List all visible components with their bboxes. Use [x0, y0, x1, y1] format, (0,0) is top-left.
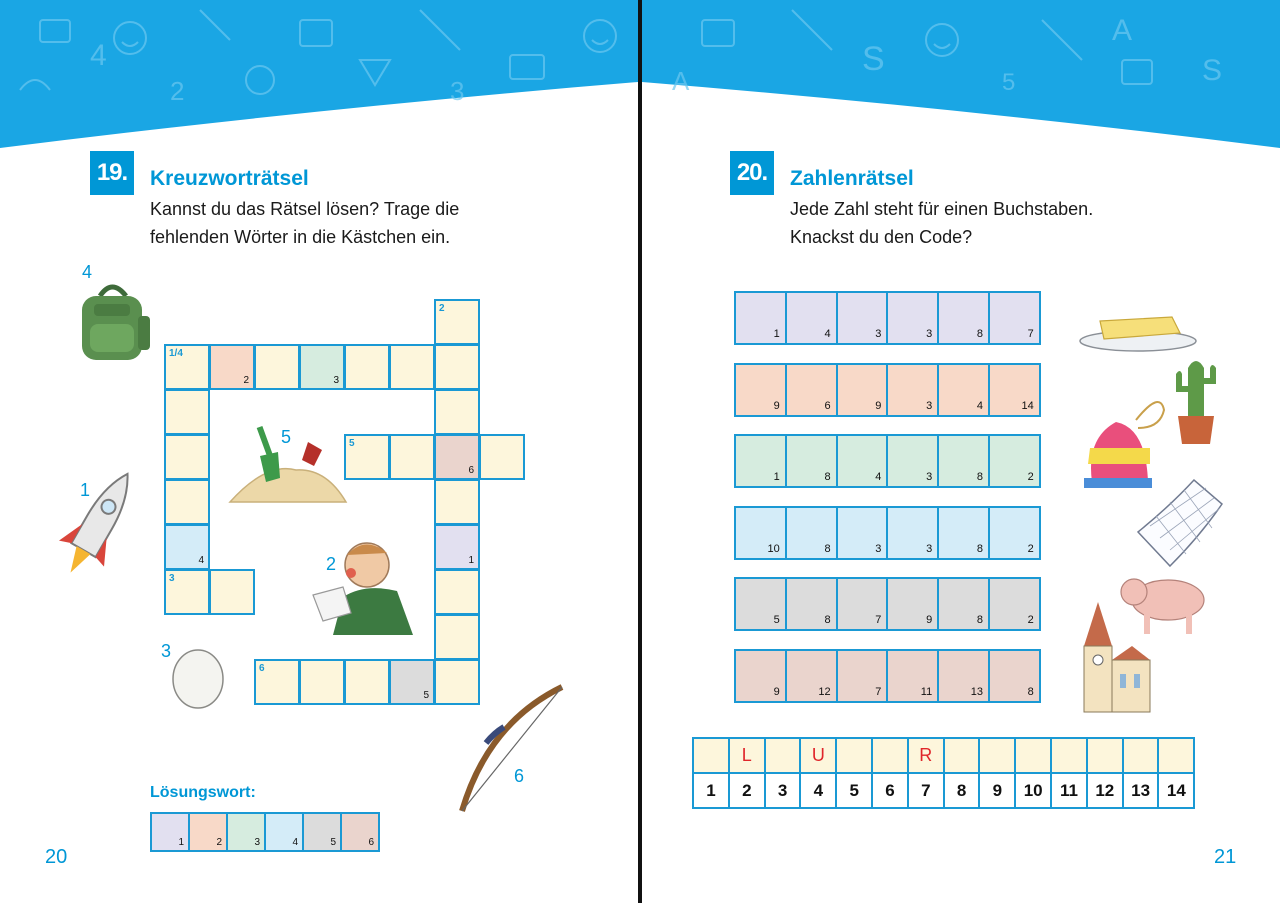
- code-letter-cell[interactable]: [836, 363, 889, 417]
- crossword-cell[interactable]: [164, 479, 210, 525]
- key-letter: U: [811, 745, 825, 765]
- code-letter-cell[interactable]: [988, 363, 1041, 417]
- code-letter-cell[interactable]: [836, 434, 889, 488]
- crossword-cell[interactable]: [254, 344, 300, 390]
- code-number: 12: [818, 686, 831, 698]
- key-number-cell: [692, 772, 730, 809]
- code-letter-cell[interactable]: [785, 577, 838, 631]
- svg-text:5: 5: [1002, 69, 1016, 96]
- code-letter-cell[interactable]: [937, 291, 990, 345]
- solution-cell-number: 3: [254, 837, 260, 848]
- key-number: 3: [777, 780, 788, 800]
- key-letter-cell[interactable]: [692, 737, 730, 774]
- key-number: 8: [956, 780, 967, 800]
- crossword-cell[interactable]: [209, 569, 255, 615]
- solution-cell[interactable]: [226, 812, 266, 852]
- code-number: 14: [1021, 400, 1034, 412]
- code-number: 3: [926, 471, 933, 483]
- key-number-cell: [764, 772, 802, 809]
- code-number: 3: [926, 328, 933, 340]
- code-letter-cell[interactable]: [937, 363, 990, 417]
- code-number: 7: [875, 614, 882, 626]
- key-number: 1: [706, 780, 716, 800]
- key-letter-cell[interactable]: [1122, 737, 1160, 774]
- code-letter-cell[interactable]: [836, 506, 889, 560]
- key-letter-cell[interactable]: [728, 737, 766, 774]
- key-letter-cell[interactable]: [1050, 737, 1088, 774]
- crossword-start-number: 1/4: [169, 348, 183, 359]
- key-letter: R: [919, 745, 933, 765]
- code-number: 5: [773, 614, 780, 626]
- solution-letter-marker: 5: [423, 690, 429, 701]
- key-number: 6: [885, 780, 895, 800]
- header-decoration: [642, 0, 1280, 160]
- key-number-cell: [835, 772, 873, 809]
- key-number-cell: [1122, 772, 1160, 809]
- key-number-cell: [1050, 772, 1088, 809]
- page-number-left: 20: [45, 846, 68, 868]
- crossword-cell[interactable]: [209, 344, 255, 390]
- puzzle-number-badge: 19.: [90, 151, 134, 195]
- code-number: 9: [926, 614, 933, 626]
- key-number-cell: [1086, 772, 1124, 809]
- code-letter-cell[interactable]: [734, 291, 787, 345]
- instruction-line-1: Kannst du das Rätsel lösen? Trage die: [150, 199, 460, 219]
- crossword-cell[interactable]: [389, 659, 435, 705]
- code-letter-cell[interactable]: [785, 291, 838, 345]
- solution-cell-number: 5: [330, 837, 336, 848]
- code-letter-cell[interactable]: [734, 649, 787, 703]
- crossword-cell[interactable]: [434, 299, 480, 345]
- key-number: 4: [813, 780, 824, 800]
- svg-text:2: 2: [170, 76, 185, 106]
- code-number: 3: [926, 543, 933, 555]
- code-number: 3: [926, 400, 933, 412]
- code-letter-cell[interactable]: [988, 506, 1041, 560]
- code-letter-cell[interactable]: [988, 577, 1041, 631]
- code-letter-cell[interactable]: [886, 649, 939, 703]
- svg-text:A: A: [672, 66, 690, 96]
- clue-number-3: 3: [161, 641, 172, 661]
- crossword-cell[interactable]: [299, 344, 345, 390]
- crossword-cell[interactable]: [389, 344, 435, 390]
- code-number: 8: [976, 543, 983, 555]
- key-letter-cell[interactable]: [1014, 737, 1052, 774]
- puzzle-title: Zahlenrätsel: [790, 167, 914, 190]
- code-number: 3: [875, 328, 882, 340]
- code-letter-cell[interactable]: [734, 434, 787, 488]
- key-number-cell: [871, 772, 909, 809]
- crossword-cell[interactable]: [434, 344, 480, 390]
- crossword-cell[interactable]: [164, 569, 210, 615]
- code-number: 9: [875, 400, 882, 412]
- code-number: 9: [773, 400, 780, 412]
- crossword-start-number: 5: [349, 438, 355, 449]
- solution-cell[interactable]: [150, 812, 190, 852]
- code-number: 7: [1027, 328, 1034, 340]
- code-number: 4: [976, 400, 983, 412]
- clue-number-4: 4: [82, 262, 93, 282]
- key-letter-cell[interactable]: [978, 737, 1016, 774]
- key-number-cell: [1014, 772, 1052, 809]
- code-number: 8: [824, 614, 831, 626]
- key-number-cell: [799, 772, 837, 809]
- backpack-icon: [70, 276, 154, 366]
- code-number: 4: [824, 328, 831, 340]
- crossword-cell[interactable]: [164, 434, 210, 480]
- crossword-start-number: 6: [259, 663, 265, 674]
- key-number: 5: [849, 780, 859, 800]
- crossword-cell[interactable]: [344, 434, 390, 480]
- key-number: 7: [921, 780, 931, 800]
- grid-paper-icon: [1130, 476, 1226, 570]
- church-icon: [1076, 600, 1152, 714]
- key-number-cell: [943, 772, 981, 809]
- code-number: 2: [1027, 614, 1034, 626]
- crossword-cell[interactable]: [434, 614, 480, 660]
- code-letter-cell[interactable]: [886, 434, 939, 488]
- code-letter-cell[interactable]: [734, 506, 787, 560]
- code-letter-cell[interactable]: [836, 649, 889, 703]
- key-number: 9: [992, 780, 1003, 800]
- crossword-cell[interactable]: [344, 344, 390, 390]
- puzzle-number-badge: 20.: [730, 151, 774, 195]
- code-number: 1: [773, 328, 780, 340]
- code-letter-cell[interactable]: [988, 291, 1041, 345]
- key-letter-cell[interactable]: [799, 737, 837, 774]
- code-letter-cell[interactable]: [785, 434, 838, 488]
- code-number: 8: [824, 471, 831, 483]
- puzzle-title: Kreuzworträtsel: [150, 167, 309, 190]
- solution-word-label: Lösungswort:: [150, 784, 256, 801]
- code-number: 13: [970, 686, 983, 698]
- key-number: 13: [1131, 780, 1151, 800]
- code-word-row: [734, 363, 1041, 417]
- code-number: 3: [875, 543, 882, 555]
- code-number: 8: [976, 471, 983, 483]
- code-letter-cell[interactable]: [988, 434, 1041, 488]
- crossword-cell[interactable]: [299, 659, 345, 705]
- key-letter-cell[interactable]: [907, 737, 945, 774]
- rocket-icon: [58, 462, 138, 588]
- key-letter-cell[interactable]: [1086, 737, 1124, 774]
- crossword-cell[interactable]: [254, 659, 300, 705]
- code-letter-cell[interactable]: [886, 506, 939, 560]
- key-letter-cell[interactable]: [764, 737, 802, 774]
- code-word-row: [734, 434, 1041, 488]
- code-number: 7: [875, 686, 882, 698]
- code-word-row: [734, 577, 1041, 631]
- solution-letter-marker: 1: [468, 555, 474, 566]
- solution-cell-number: 1: [178, 837, 184, 848]
- header-decoration: [0, 0, 638, 160]
- sneezing-man-icon: [305, 537, 420, 637]
- svg-text:A: A: [1112, 14, 1133, 47]
- clue-number-5: 5: [281, 427, 292, 447]
- code-letter-cell[interactable]: [785, 649, 838, 703]
- page-number-right: 21: [1214, 846, 1237, 868]
- crossword-cell[interactable]: [479, 434, 525, 480]
- code-number: 8: [824, 543, 831, 555]
- code-letter-cell[interactable]: [886, 577, 939, 631]
- instruction-line-2: fehlenden Wörter in die Kästchen ein.: [150, 227, 451, 247]
- code-number: 2: [1027, 543, 1034, 555]
- cactus-icon: [1166, 348, 1226, 446]
- crossword-cell[interactable]: [164, 344, 210, 390]
- code-number: 2: [1027, 471, 1034, 483]
- solution-cell-number: 6: [368, 837, 374, 848]
- solution-letter-marker: 2: [243, 375, 249, 386]
- clue-number-1: 1: [80, 480, 91, 500]
- code-number: 9: [773, 686, 780, 698]
- code-letter-cell[interactable]: [734, 577, 787, 631]
- key-number: 10: [1023, 780, 1043, 800]
- code-letter-cell[interactable]: [937, 577, 990, 631]
- key-letter-cell[interactable]: [1157, 737, 1195, 774]
- svg-text:S: S: [862, 40, 885, 78]
- key-number: 2: [742, 780, 752, 800]
- solution-cell[interactable]: [264, 812, 304, 852]
- egg-icon: [170, 644, 226, 710]
- clue-number-2: 2: [326, 554, 337, 574]
- key-number-cell: [907, 772, 945, 809]
- code-letter-cell[interactable]: [937, 434, 990, 488]
- solution-cell[interactable]: [302, 812, 342, 852]
- code-word-row: [734, 649, 1041, 703]
- instruction-line-2: Knackst du den Code?: [790, 227, 973, 247]
- code-letter-cell[interactable]: [836, 577, 889, 631]
- crossword-start-number: 3: [169, 573, 175, 584]
- solution-letter-marker: 3: [333, 375, 339, 386]
- code-letter-cell[interactable]: [988, 649, 1041, 703]
- code-word-row: [734, 291, 1041, 345]
- svg-text:3: 3: [450, 76, 465, 106]
- crossword-start-number: 2: [439, 303, 445, 314]
- crossword-cell[interactable]: [344, 659, 390, 705]
- code-number: 10: [767, 543, 780, 555]
- code-number: 8: [1027, 686, 1034, 698]
- key-number-cell: [978, 772, 1016, 809]
- key-number-cell: [1157, 772, 1195, 809]
- solution-cell-number: 2: [216, 837, 222, 848]
- code-number: 8: [976, 328, 983, 340]
- crossword-cell[interactable]: [434, 434, 480, 480]
- solution-cell-number: 4: [292, 837, 298, 848]
- crossword-cell[interactable]: [164, 389, 210, 435]
- key-letter-cell[interactable]: [871, 737, 909, 774]
- code-letter-cell[interactable]: [785, 363, 838, 417]
- solution-cell[interactable]: [188, 812, 228, 852]
- code-letter-cell[interactable]: [886, 291, 939, 345]
- crossword-cell[interactable]: [434, 659, 480, 705]
- key-number: 11: [1060, 780, 1078, 800]
- solution-letter-marker: 6: [468, 465, 474, 476]
- code-number: 8: [976, 614, 983, 626]
- instruction-line-1: Jede Zahl steht für einen Buchstaben.: [790, 199, 1094, 219]
- crossword-cell[interactable]: [164, 524, 210, 570]
- code-number: 4: [875, 471, 882, 483]
- code-number: 1: [773, 471, 780, 483]
- svg-text:4: 4: [90, 39, 107, 72]
- key-number: 12: [1095, 780, 1115, 800]
- code-letter-cell[interactable]: [836, 291, 889, 345]
- key-letter-cell[interactable]: [835, 737, 873, 774]
- code-letter-cell[interactable]: [937, 649, 990, 703]
- code-letter-cell[interactable]: [785, 506, 838, 560]
- code-letter-cell[interactable]: [937, 506, 990, 560]
- crossword-cell[interactable]: [434, 569, 480, 615]
- crossword-cell[interactable]: [389, 434, 435, 480]
- key-letter-cell[interactable]: [943, 737, 981, 774]
- key-number-cell: [728, 772, 766, 809]
- code-letter-cell[interactable]: [734, 363, 787, 417]
- crossword-cell[interactable]: [434, 389, 480, 435]
- code-word-row: [734, 506, 1041, 560]
- sandpile-shovel-icon: [226, 422, 351, 508]
- left-page: [0, 0, 638, 903]
- clue-number-6: 6: [514, 766, 525, 786]
- svg-text:S: S: [1202, 54, 1223, 87]
- code-letter-cell[interactable]: [886, 363, 939, 417]
- solution-cell[interactable]: [340, 812, 380, 852]
- solution-letter-marker: 4: [198, 555, 204, 566]
- key-letter: L: [741, 745, 752, 765]
- code-number: 11: [920, 686, 933, 698]
- code-number: 6: [824, 400, 831, 412]
- crossword-cell[interactable]: [434, 524, 480, 570]
- key-number: 14: [1166, 780, 1186, 800]
- crossword-cell[interactable]: [434, 479, 480, 525]
